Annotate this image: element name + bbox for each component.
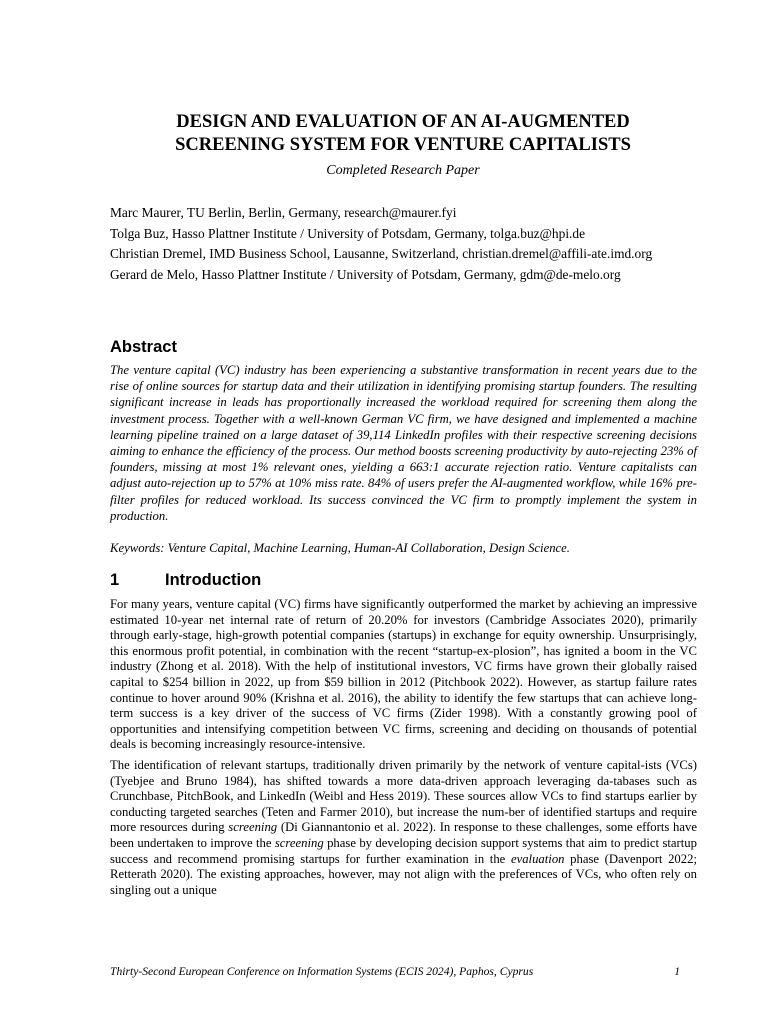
intro-paragraph-1: For many years, venture capital (VC) firms have significantly outperformed the market by achieving an impressive estimated 10-year net internal rate of return of 20.20% for investors (Cambridge Associates 2020), primarily through early-stage, high-growth potential companies (startups) in exchange for equity ownership. Unsurprisingly, this enormous profit potential, in combination with the recent “startup-ex-plosion”, has ignited a boom in the VC industry (Zhong et al. 2018). With the help of institutional investors, VC firms have grown their globally raised capital to $254 billion in 2022, up from $59 billion in 2012 (Pitchbook 2022). However, as startup failure rates continue to hover around 90% (Krishna et al. 2016), the ability to identify the few startups that can achieve long-term success is a key driver of the success of VC firms (Zider 1998). With a constantly growing pool of opportunities and intensifying competition between VC firms, screening and deciding on thousands of potential deals is becoming increasingly resource-intensive. <box>110 597 697 752</box>
intro-paragraph-2 <box>110 758 697 898</box>
title-line-1: DESIGN AND EVALUATION OF AN AI-AUGMENTED <box>176 112 630 132</box>
abstract-text: The venture capital (VC) industry has been experiencing a substantive transformation in recent years due to the rise of online sources for startup data and their utilization in identifying promising startup founders. The resulting significant increase in leads has proportionally increased the workload required for screening them along the investment process. Together with a well-known German VC firm, we have designed and implemented a machine learning pipeline trained on a large dataset of 39,114 LinkedIn profiles with their respective screening decisions aiming to enhance the efficiency of the process. Our method boosts screening productivity by auto-rejecting 23% of founders, missing at most 1% relevant ones, yielding a 663:1 accurate rejection ratio. Venture capitalists can adjust auto-rejection up to 57% at 10% miss rate. 84% of users prefer the AI-augmented workflow, while 16% pre-filter profiles for reduced workload. Its success convinced the VC firm to promptly implement the system in production. <box>110 363 697 523</box>
author-entry-1: Marc Maurer, TU Berlin, Berlin, Germany, research@maurer.fyi <box>110 205 457 220</box>
section-number: 1 <box>110 571 120 589</box>
author-entry-4: Gerard de Melo, Hasso Plattner Institute / University of Potsdam, Germany, gdm@de-melo.org <box>110 266 621 282</box>
intro-p2-text-c: phase by developing decision support systems that aim to predict startup success and recommend promising startups for further examination in the <box>110 835 697 866</box>
page-number: 1 <box>674 965 680 978</box>
page-footer <box>110 965 680 979</box>
abstract-heading: Abstract <box>110 338 177 356</box>
keywords-line: Keywords: Venture Capital, Machine Learning, Human-AI Collaboration, Design Science. <box>110 541 570 555</box>
intro-p2-text-a: The identification of relevant startups, traditionally driven primarily by the network of venture capital-ists (VCs) (Tyebjee and Bruno 1984), has shifted towards a more data-driven approach leveraging da-tabases such as Crunchbase, PitchBook, and LinkedIn (Weibl and Hess 2019). These sources allow VCs to find startups earlier by conducting targeted searches (Teten and Farmer 2010), but increase the num-ber of identified startups and require more resources during <box>110 757 697 835</box>
conference-footer-text: Thirty-Second European Conference on Information Systems (ECIS 2024), Paphos, Cyprus <box>110 965 534 978</box>
intro-p2-emphasis-2: screening <box>274 835 324 850</box>
paper-type-label: Completed Research Paper <box>326 163 480 178</box>
intro-p2-text-b: (Di Giannantonio et al. 2022). In response to these challenges, some efforts have been undertaken to improve the <box>110 820 697 850</box>
introduction-body <box>110 597 697 903</box>
intro-p2-text-d: phase (Davenport 2022; Retterath 2020). The existing approaches, however, may not align with the preferences of VCs, who often rely on singling out a unique <box>110 851 697 897</box>
title-line-2: SCREENING SYSTEM FOR VENTURE CAPITALISTS <box>175 135 631 155</box>
author-entry-2: Tolga Buz, Hasso Plattner Institute / University of Potsdam, Germany, tolga.buz@hpi.de <box>110 225 586 241</box>
intro-p2-emphasis-3: evaluation <box>510 851 565 866</box>
paper-title <box>108 111 698 157</box>
section-heading-introduction <box>110 570 261 590</box>
section-title: Introduction <box>165 571 262 589</box>
intro-p2-emphasis-1: screening <box>228 820 278 835</box>
author-list <box>110 204 670 286</box>
author-entry-3: Christian Dremel, IMD Business School, Lausanne, Switzerland, christian.dremel@affili-ate.imd.org <box>110 246 653 261</box>
